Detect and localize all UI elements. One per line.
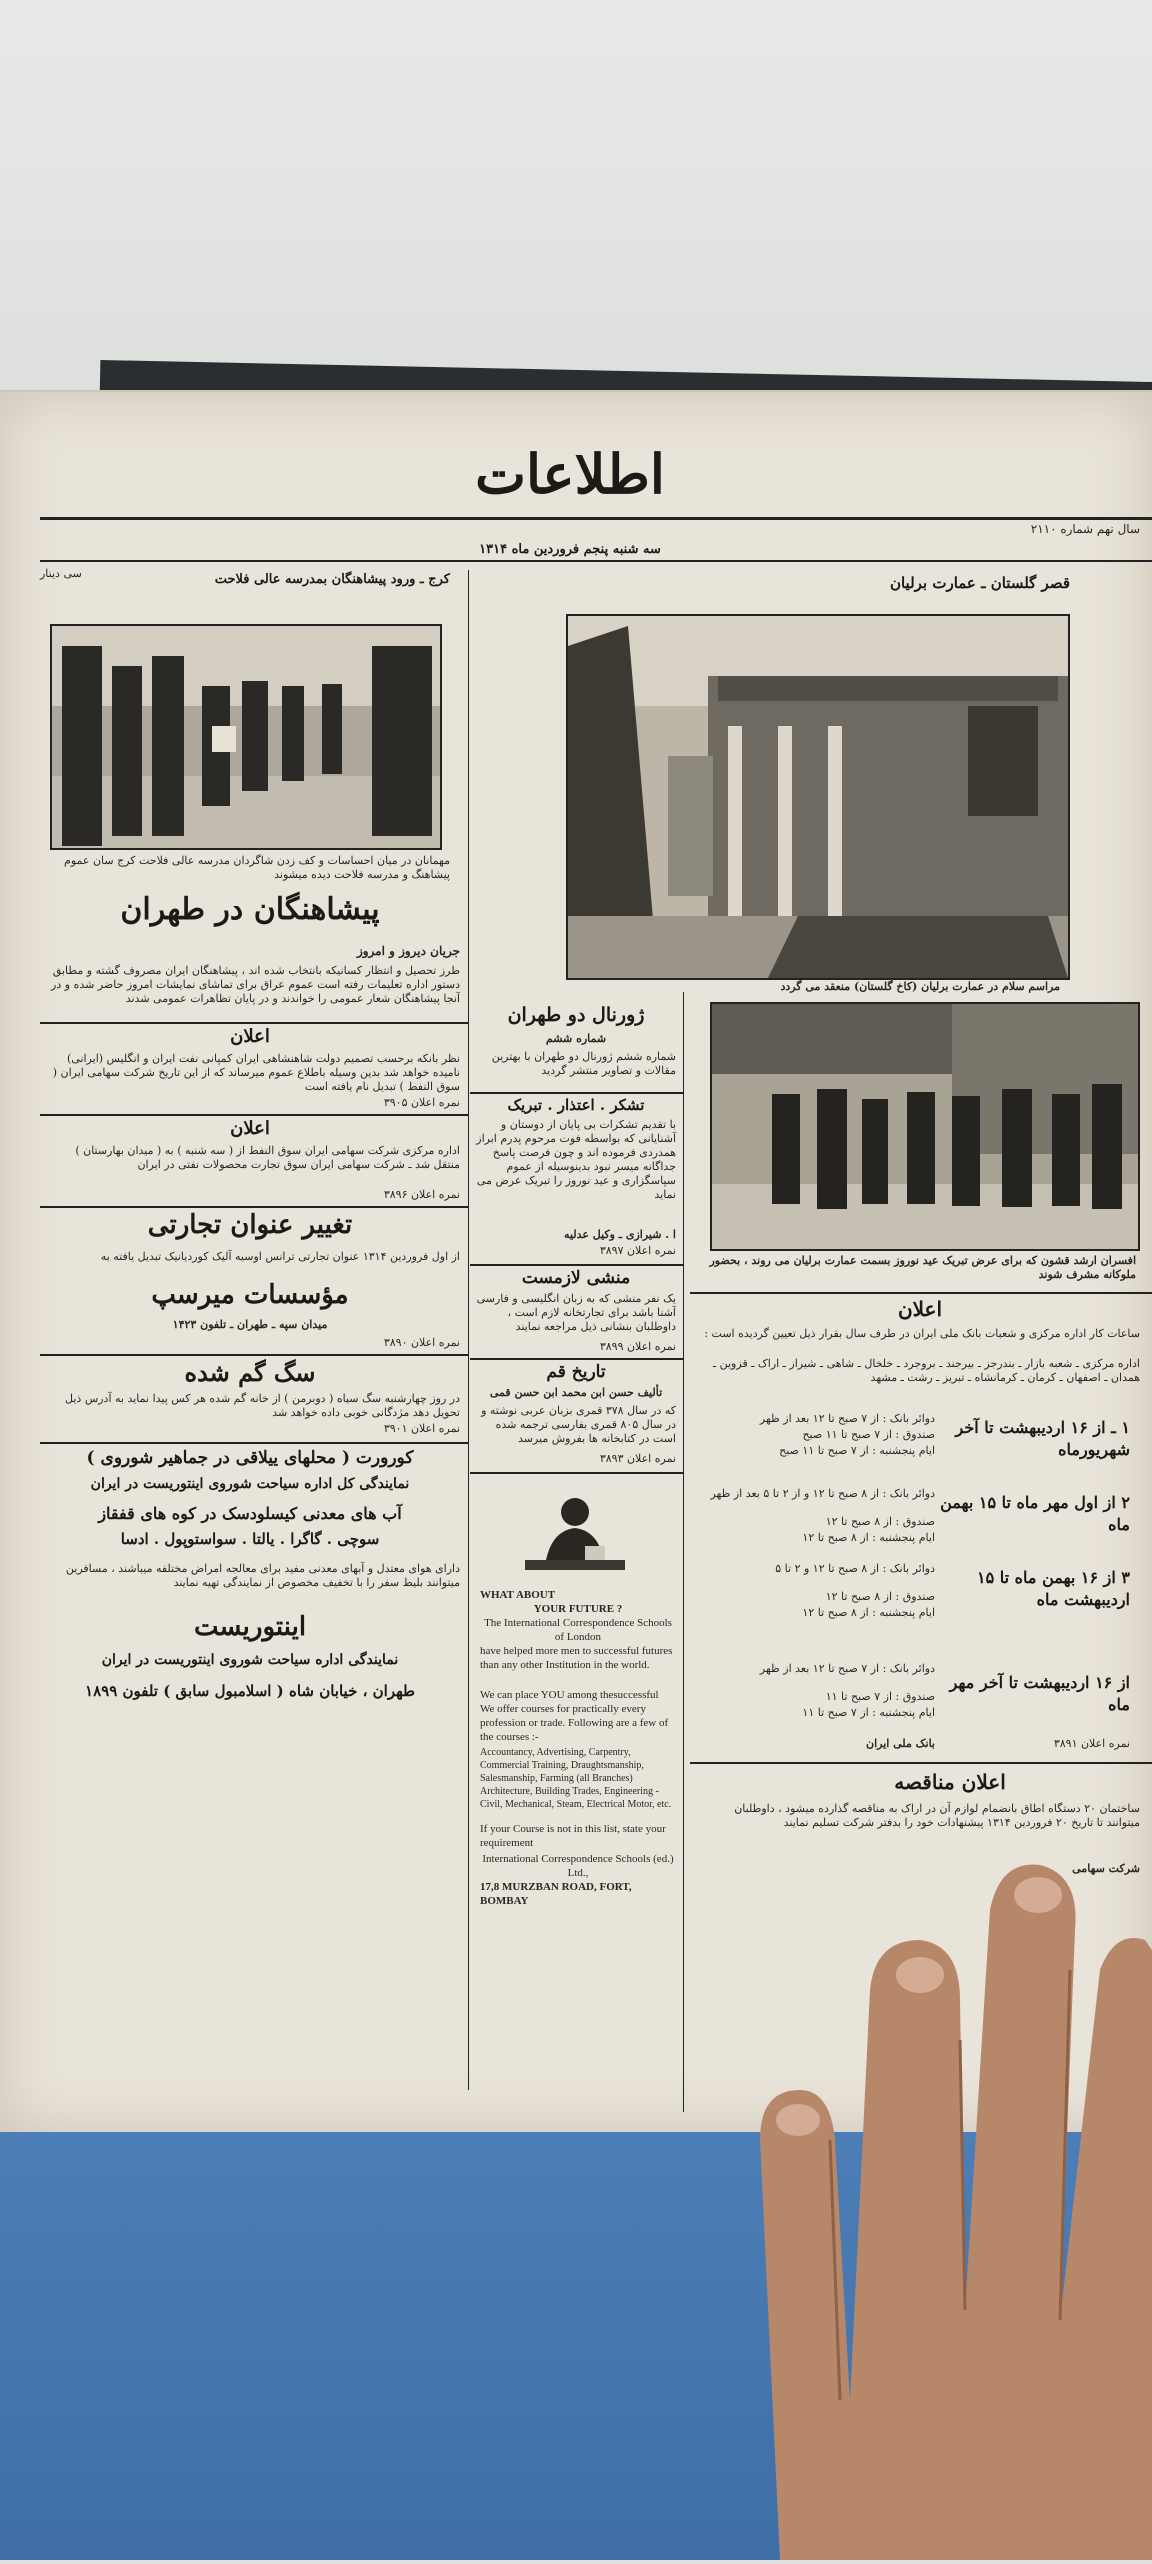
period-3-row-2: صندوق : از ۸ صبح تا ۱۲ bbox=[825, 1590, 935, 1603]
notice-1-body: نظر بانکه برحسب تصمیم دولت شاهنشاهی ایران کمپانی نفت ایران و انگلیس (ایرانی) نامیده خواهد شد بدین وسیله باطلاع عموم میرساند که از این تاریخ شرکت سهامی ایران ( سوق النفط ) تبدیل نام یافته است bbox=[52, 1052, 460, 1093]
bank-signature: بانک ملی ایران bbox=[865, 1737, 935, 1750]
intourist-address: طهران ، خیابان شاه ( اسلامبول سابق ) تلفون ۱۸۹۹ bbox=[85, 1682, 415, 1700]
tender-body: ساختمان ۲۰ دستگاه اطاق بانضمام لوازم آن در اراک به مناقصه گذارده میشود ، داوطلبان میتوانند تا تاریخ ۲۰ فروردین ۱۳۱۴ پیشنهادات خود را بدفتر شرکت تسلیم نمایند bbox=[734, 1802, 1140, 1829]
history-body: که در سال ۳۷۸ قمری بزبان عربی نوشته و در سال ۸۰۵ قمری بفارسی ترجمه شده است در کتابخانه ها بفروش میرسد bbox=[481, 1404, 676, 1445]
man-at-desk-illustration bbox=[520, 1486, 630, 1582]
officers-caption: افسران ارشد قشون که برای عرض تبریک عید نوروز بسمت عمارت برلیان می روند ، بحضور ملوکانه مشرف شوند bbox=[709, 1254, 1136, 1281]
trade-headline: تغییر عنوان تجارتی bbox=[147, 1210, 353, 1240]
intourist-body: دارای هوای معتدل و آبهای معدنی مفید برای معالجه امراض مختلفه میباشند ، مسافرین میتوانند بلیط سفر را با تخفیف مخصوص از نمایندگی تهیه نمایند bbox=[65, 1562, 460, 1589]
intourist-agency: نمایندگی کل اداره سیاحت شوروی اینتوریست در ایران bbox=[90, 1476, 410, 1492]
bank-notice-title: اعلان bbox=[897, 1297, 943, 1321]
rule-thanks bbox=[470, 1092, 683, 1094]
palace-photo bbox=[566, 614, 1070, 980]
masthead-title: اطلاعات bbox=[475, 442, 665, 506]
trade-ref: نمره اعلان ۳۸۹۰ bbox=[383, 1336, 460, 1349]
bank-notice-ref: نمره اعلان ۳۸۹۱ bbox=[1053, 1737, 1130, 1750]
rule-lost-dog bbox=[40, 1354, 468, 1356]
secretary-body: یک نفر منشی که به زبان انگلیسی و فارسی آشنا باشد برای تجارتخانه لازم است ، داوطلبان بنشانی ذیل مراجعه نمایند bbox=[476, 1292, 676, 1333]
school-ad-body-1: have helped more men to successful futures than any other Institution in the world. bbox=[480, 1645, 673, 1671]
school-ad-courses: Accountancy, Advertising, Carpentry, Commercial Training, Draughtsmanship, Salesmanship, Farming (all Branches) Architecture, Building Trades, Engineering - Civil, Mechanical, Steam, Electrical Motor, etc. bbox=[480, 1747, 672, 1810]
karaj-caption-top: کرج ـ ورود پیشاهنگان بمدرسه عالی فلاحت bbox=[214, 572, 450, 587]
tender-signature: شرکت سهامی bbox=[1072, 1862, 1140, 1875]
palace-caption-top: قصر گلستان ـ عمارت برلیان bbox=[889, 574, 1070, 592]
notice-1-title: اعلان bbox=[230, 1026, 270, 1047]
period-1-row-1: دوائر بانک : از ۷ صبح تا ۱۲ بعد از ظهر bbox=[759, 1412, 935, 1425]
school-ad-school: The International Correspondence Schools of London bbox=[484, 1617, 672, 1643]
period-1-range: ۱ ـ از ۱۶ اردیبهشت تا آخر شهریورماه bbox=[955, 1418, 1130, 1459]
school-ad-body-4: If your Course is not in this list, state your requirement bbox=[480, 1823, 666, 1849]
notice-1-ref: نمره اعلان ۳۹۰۵ bbox=[383, 1096, 460, 1109]
journal-body: شماره ششم ژورنال دو طهران با بهترین مقالات و تصاویر منتشر گردید bbox=[491, 1050, 676, 1077]
tender-rule bbox=[690, 1762, 1152, 1764]
rule-school-ad bbox=[470, 1472, 683, 1474]
rule-history bbox=[470, 1358, 683, 1360]
journal-subhead: شماره ششم bbox=[545, 1032, 607, 1045]
period-4-range: از ۱۶ اردیبهشت تا آخر مهر ماه bbox=[949, 1673, 1130, 1714]
rule-secretary bbox=[470, 1264, 683, 1266]
bank-notice-intro: ساعات کار اداره مرکزی و شعبات بانک ملی ایران در طرف سال بقرار ذیل تعیین گردیده است : bbox=[704, 1327, 1140, 1340]
lost-dog-headline: سگ گم شده bbox=[184, 1358, 316, 1387]
thanks-signature: ا . شیرازی ـ وکیل عدلیه bbox=[564, 1228, 676, 1241]
rule-intourist bbox=[40, 1442, 468, 1444]
scouts-subhead: جریان دیروز و امروز bbox=[356, 944, 460, 958]
thanks-body: با تقدیم تشکرات بی پایان از دوستان و آشنایانی که بواسطه فوت مرحوم پدرم ابراز همدردی فرموده اند و چون فرصت پاسخ جداگانه میسر نبود بدینوسیله از عموم سپاسگزاری و عید نوروز را تبریک عرض می نماید bbox=[476, 1118, 676, 1201]
reader-hand bbox=[720, 1840, 1152, 2560]
column-divider-2 bbox=[683, 992, 684, 2112]
period-3-row-3: ایام پنجشنبه : از ۸ صبح تا ۱۲ bbox=[802, 1606, 935, 1619]
school-ad-question: WHAT ABOUT bbox=[480, 1589, 556, 1601]
history-ref: نمره اعلان ۳۸۹۳ bbox=[599, 1452, 676, 1465]
lost-dog-ref: نمره اعلان ۳۹۰۱ bbox=[383, 1422, 460, 1435]
period-1-row-3: ایام پنجشنبه : از ۷ صبح تا ۱۱ صبح bbox=[779, 1444, 935, 1457]
notice-2-body: اداره مرکزی شرکت سهامی ایران سوق النفط از ( سه شنبه ) به ( میدان بهارستان ) منتقل شد ـ شرکت سهامی ایران سوق تجارت محصولات نفتی در ایران bbox=[75, 1144, 460, 1171]
column-divider-1 bbox=[468, 570, 469, 2090]
period-4-row-1: دوائر بانک : از ۷ صبح تا ۱۲ بعد از ظهر bbox=[759, 1662, 935, 1675]
price-label: سی دینار bbox=[40, 567, 82, 580]
notice-2-ref: نمره اعلان ۳۸۹۶ bbox=[383, 1188, 460, 1201]
period-1-row-2: صندوق : از ۷ صبح تا ۱۱ صبح bbox=[802, 1428, 935, 1441]
officers-photo bbox=[710, 1002, 1140, 1251]
intourist-contact-title: نمایندگی اداره سیاحت شوروی اینتوریست در ایران bbox=[101, 1652, 399, 1668]
scouts-body: طرز تحصیل و انتظار کسانیکه بانتخاب شده اند ، پیشاهنگان ایران مصروف گشته و مطابق دستور اداره تعلیمات رفته است عموم عراق برای تماشای نمایشات امروز حاضر شده و در آنجا پیشاهنگان شعار عمومی را خواندند و در پایان تظاهرات عمومی شدند bbox=[51, 964, 460, 1005]
karaj-caption-bottom: مهمانان در میان احساسات و کف زدن شاگردان مدرسه عالی فلاحت کرج سان عموم پیشاهنگ و مدرسه فلاحت دیده میشوند bbox=[64, 854, 450, 881]
date-line: سه شنبه پنجم فروردین ماه ۱۳۱۴ bbox=[479, 542, 661, 557]
scouts-headline: پیشاهنگان در طهران bbox=[120, 892, 380, 927]
karaj-scouts-photo bbox=[50, 624, 442, 850]
period-4-row-2: صندوق : از ۷ صبح تا ۱۱ bbox=[825, 1690, 935, 1703]
trade-body: از اول فروردین ۱۳۱۴ عنوان تجارتی ترانس اوسیه آلیک کوردیانیک تبدیل یافته به bbox=[100, 1250, 460, 1263]
bank-branches: اداره مرکزی ـ شعبه بازار ـ بندرجز ـ بیرجند ـ بروجرد ـ خلخال ـ شاهی ـ شیراز ـ اراک ـ قزوین ـ همدان ـ اصفهان ـ کرمان ـ کرمانشاه ـ تبریز ـ رشت ـ مشهد bbox=[712, 1357, 1140, 1384]
rule-trade bbox=[40, 1206, 468, 1208]
period-4-row-3: ایام پنجشنبه : از ۷ صبح تا ۱۱ bbox=[802, 1706, 935, 1719]
period-2-row-3: ایام پنجشنبه : از ۸ صبح تا ۱۲ bbox=[802, 1531, 935, 1544]
intourist-name: اینتوریست bbox=[193, 1612, 307, 1642]
period-2-range: ۲ از اول مهر ماه تا ۱۵ بهمن ماه bbox=[940, 1493, 1130, 1534]
tender-title: اعلان مناقصه bbox=[894, 1770, 1006, 1794]
history-author: تألیف حسن ابن محمد ابن حسن قمی bbox=[489, 1386, 663, 1399]
period-3-range: ۳ از ۱۶ بهمن ماه تا ۱۵ اردیبهشت ماه bbox=[977, 1568, 1130, 1609]
intourist-line-2: سوچی . گاگرا . یالتا . سواستوپول . ادسا bbox=[120, 1530, 380, 1548]
history-headline: تاریخ قم bbox=[546, 1362, 606, 1382]
intourist-headline: کورورت ( محلهای ییلاقی در جماهیر شوروی ) bbox=[86, 1448, 414, 1468]
intourist-line-1: آب های معدنی کیسلودسک در کوه های قفقاز bbox=[98, 1504, 402, 1523]
notice-2-title: اعلان bbox=[230, 1118, 270, 1139]
palace-caption-bottom: مراسم سلام در عمارت برلیان (کاخ گلستان) منعقد می گردد bbox=[780, 980, 1060, 993]
secretary-headline: منشی لازمست bbox=[521, 1268, 631, 1288]
masthead-rule-bottom bbox=[40, 560, 1152, 562]
masthead-rule-top bbox=[40, 517, 1152, 520]
period-2-row-2: صندوق : از ۸ صبح تا ۱۲ bbox=[825, 1515, 935, 1528]
rule-notice-1 bbox=[40, 1022, 468, 1024]
thanks-ref: نمره اعلان ۳۸۹۷ bbox=[599, 1244, 676, 1257]
trade-address: میدان سپه ـ طهران ـ تلفون ۱۴۲۳ bbox=[172, 1318, 328, 1331]
lost-dog-body: در روز چهارشنبه سگ سیاه ( دوبرمن ) از خانه گم شده هر کس پیدا نماید به آدرس ذیل تحویل دهد مژدگانی خوبی داده خواهد شد bbox=[65, 1392, 460, 1419]
school-ad-address: 17,8 MURZBAN ROAD, FORT, BOMBAY bbox=[480, 1881, 632, 1907]
issue-number: سال نهم شماره ۲۱۱۰ bbox=[1030, 522, 1140, 536]
school-ad-body-3: We offer courses for practically every profession or trade. Following are a few of the courses :- bbox=[480, 1703, 669, 1743]
period-2-row-1: دوائر بانک : از ۸ صبح تا ۱۲ و از ۲ تا ۵ بعد از ظهر bbox=[710, 1487, 935, 1500]
bank-rule bbox=[690, 1292, 1152, 1294]
thanks-headline: تشکر . اعتذار . تبریک bbox=[507, 1096, 645, 1114]
trade-new-name: مؤسسات میرسپ bbox=[151, 1280, 349, 1310]
journal-headline: ژورنال دو طهران bbox=[507, 1004, 645, 1026]
school-ad-question-2: YOUR FUTURE ? bbox=[533, 1603, 623, 1615]
period-3-row-1: دوائر بانک : از ۸ صبح تا ۱۲ و ۲ تا ۵ bbox=[775, 1562, 935, 1575]
secretary-ref: نمره اعلان ۳۸۹۹ bbox=[599, 1340, 676, 1353]
rule-notice-2 bbox=[40, 1114, 468, 1116]
school-ad-body-2: We can place YOU among thesuccessful bbox=[480, 1689, 659, 1701]
school-ad-sender: International Correspondence Schools (ed.) Ltd., bbox=[482, 1853, 674, 1879]
